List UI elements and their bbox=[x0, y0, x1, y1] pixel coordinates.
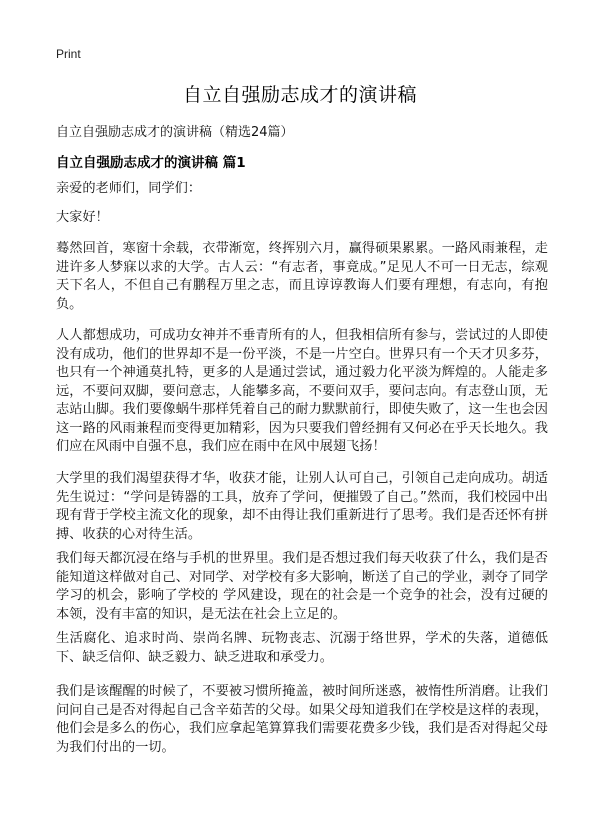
paragraph-body-6: 我们是该醒醒的时候了，不要被习惯所掩盖，被时间所迷惑，被惰性所消磨。让我们问问自己是否对得起自己含辛茹苦的父母。如果父母知道我们在学校是这样的表现，他们会是多么的伤心，我们应拿起笔算算我们需要花费多少钱，我们是否对得起父母为我们付出的一切。 bbox=[56, 684, 548, 755]
paragraph-greeting: 亲爱的老师们，同学们： bbox=[56, 181, 202, 196]
document-title: 自立自强励志成才的演讲稿 bbox=[182, 84, 417, 106]
print-label: Print bbox=[56, 47, 81, 61]
paragraph-salutation: 大家好！ bbox=[56, 210, 109, 225]
paragraph-body-2: 人人都想成功，可成功女神并不垂青所有的人，但我相信所有参与，尝试过的人即使没有成功，他们的世界却不是一份平淡，不是一片空白。世界只有一个天才贝多芬，也只有一个神通莫扎特，更多的人是通过尝试，通过毅力化平淡为辉煌的。人能走多远，不要问双脚，要问意志，人能攀多高，不要问双手，要问志向。有志登山顶，无志站山脚。我们要像蜗牛那样凭着自己的耐力默默前行，即使失败了，这一生也会因这一路的风雨兼程而变得更加精彩，因为只要我们曾经拥有又何必在乎天长地久。我们应在风雨中自强不息，我们应在雨中在风中展翅飞扬！ bbox=[56, 328, 548, 454]
paragraph-body-5: 生活腐化、追求时尚、崇尚名牌、玩物丧志、沉溺于络世界，学术的失落，道德低下、缺乏信仰、缺乏毅力、缺乏进取和承受力。 bbox=[56, 631, 548, 665]
document-subtitle: 自立自强励志成才的演讲稿（精选24篇） bbox=[56, 125, 294, 140]
section-heading: 自立自强励志成才的演讲稿 篇1 bbox=[56, 155, 246, 171]
paragraph-body-3: 大学里的我们渴望获得才华，收获才能，让别人认可自己，引领自己走向成功。胡适先生说过：“学问是铸器的工具，放弃了学问，便摧毁了自己。”然而，我们校园中出现有背于学校主流文化的现象，却不由得让我们重新进行了思考。我们是否还怀有拼搏、收获的心对待生活。 bbox=[56, 471, 548, 542]
paragraph-body-1: 蓦然回首，寒窗十余载，衣带渐宽，终挥别六月，赢得硕果累累。一路风雨兼程，走进许多人梦寐以求的大学。古人云：“有志者，事竟成。”足见人不可一日无志，综观天下名人，不但自己有鹏程万里之志，而且谆谆教诲人们要有理想，有志向，有抱负。 bbox=[56, 241, 548, 312]
paragraph-body-4: 我们每天都沉浸在络与手机的世界里。我们是否想过我们每天收获了什么，我们是否能知道这样做对自己、对同学、对学校有多大影响，断送了自己的学业，剥夺了同学学习的机会，影响了学校的 学风建设，现在的社会是一个竞争的社会，没有过硬的本领，没有丰富的知识，是无法在社会上立足的。 bbox=[56, 551, 548, 622]
